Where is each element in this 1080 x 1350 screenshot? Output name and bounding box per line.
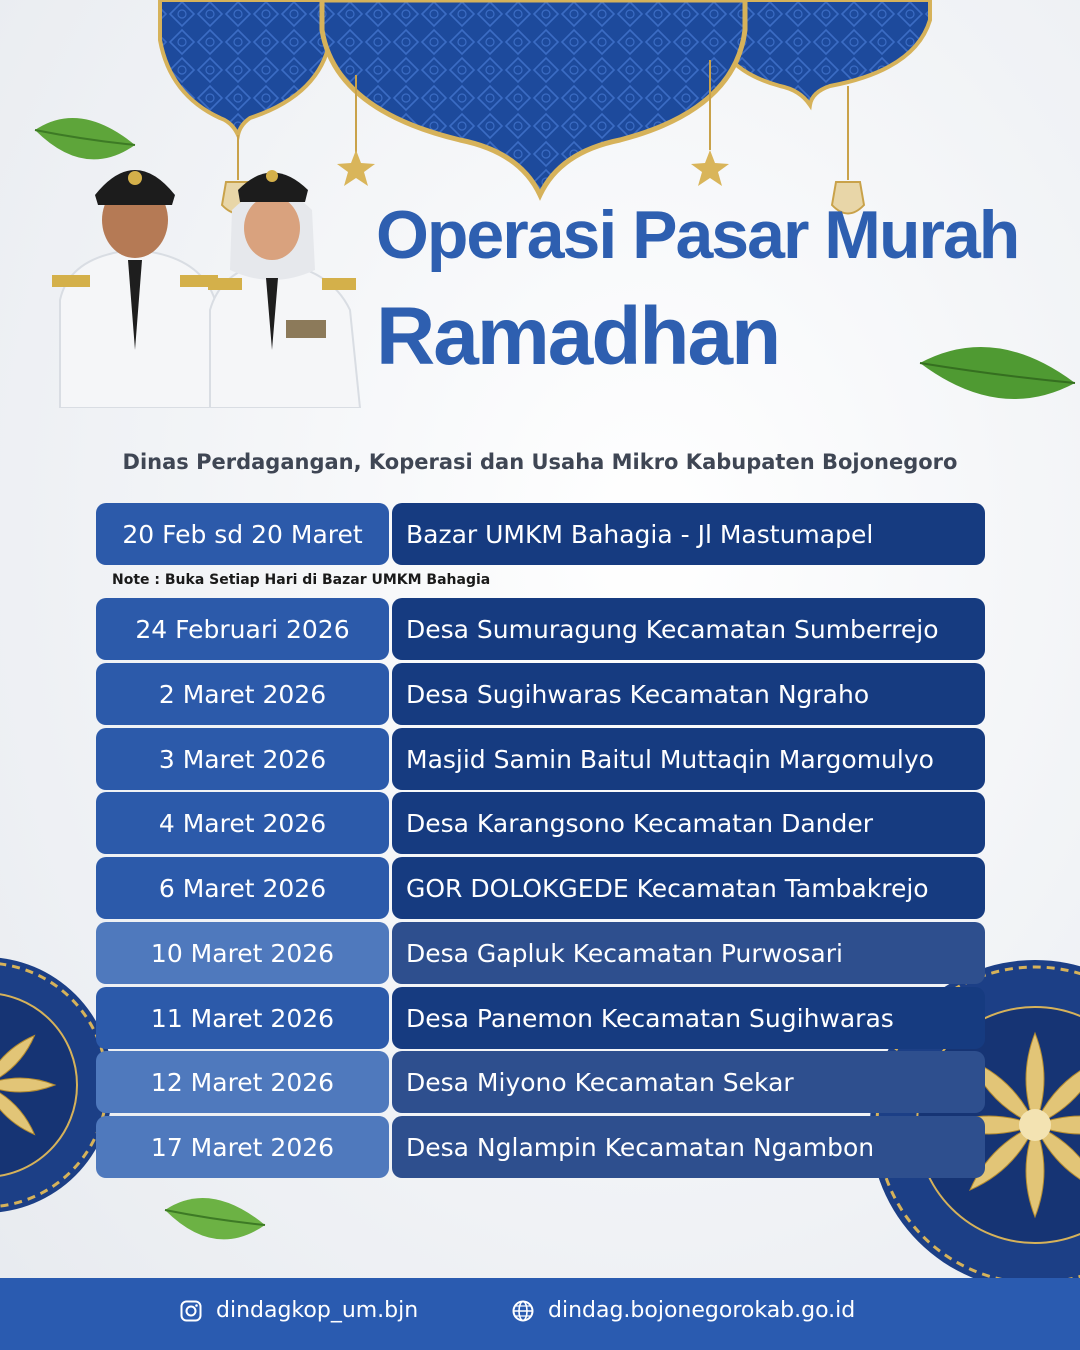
- schedule-date: 6 Maret 2026: [96, 857, 389, 919]
- schedule-location: GOR DOLOKGEDE Kecamatan Tambakrejo: [392, 857, 985, 919]
- footer-bar: [0, 1278, 1080, 1350]
- schedule-date: 17 Maret 2026: [96, 1116, 389, 1178]
- schedule-date: 10 Maret 2026: [96, 922, 389, 984]
- schedule-row: [96, 792, 985, 854]
- schedule-row: [96, 598, 985, 660]
- schedule-row: [96, 1116, 985, 1178]
- instagram-link[interactable]: [180, 1298, 418, 1323]
- schedule-location: Desa Miyono Kecamatan Sekar: [392, 1051, 985, 1113]
- schedule-location: Masjid Samin Baitul Muttaqin Margomulyo: [392, 728, 985, 790]
- schedule-location: Desa Panemon Kecamatan Sugihwaras: [392, 987, 985, 1049]
- schedule-row: [96, 728, 985, 790]
- website-url: dindag.bojonegorokab.go.id: [548, 1298, 856, 1323]
- globe-icon: [512, 1300, 534, 1322]
- schedule-date: 24 Februari 2026: [96, 598, 389, 660]
- website-link[interactable]: [512, 1298, 855, 1323]
- schedule-row: [96, 922, 985, 984]
- schedule-location: Desa Sumuragung Kecamatan Sumberrejo: [392, 598, 985, 660]
- highlight-date: 20 Feb sd 20 Maret: [96, 503, 389, 565]
- highlight-row: [96, 503, 985, 565]
- instagram-handle: dindagkop_um.bjn: [216, 1298, 419, 1323]
- leaf-decoration: [915, 338, 1080, 408]
- schedule-row: [96, 987, 985, 1049]
- schedule-row: [96, 857, 985, 919]
- officials-photo: [40, 150, 365, 408]
- schedule-location: Desa Karangsono Kecamatan Dander: [392, 792, 985, 854]
- official-male: [52, 170, 218, 408]
- schedule-date: 4 Maret 2026: [96, 792, 389, 854]
- leaf-decoration: [160, 1190, 270, 1250]
- schedule-note: Note : Buka Setiap Hari di Bazar UMKM Bahagia: [112, 572, 491, 588]
- schedule-date: 3 Maret 2026: [96, 728, 389, 790]
- schedule-date: 11 Maret 2026: [96, 987, 389, 1049]
- schedule-row: [96, 1051, 985, 1113]
- schedule-date: 2 Maret 2026: [96, 663, 389, 725]
- schedule-date: 12 Maret 2026: [96, 1051, 389, 1113]
- official-female: [208, 170, 360, 408]
- schedule-location: Desa Nglampin Kecamatan Ngambon: [392, 1116, 985, 1178]
- instagram-icon: [180, 1300, 202, 1322]
- highlight-location: Bazar UMKM Bahagia - Jl Mastumapel: [392, 503, 985, 565]
- organizer-subtitle: Dinas Perdagangan, Koperasi dan Usaha Mikro Kabupaten Bojonegoro: [122, 450, 958, 474]
- schedule-row: [96, 663, 985, 725]
- schedule-location: Desa Sugihwaras Kecamatan Ngraho: [392, 663, 985, 725]
- schedule-location: Desa Gapluk Kecamatan Purwosari: [392, 922, 985, 984]
- page-title-line2: Ramadhan: [376, 291, 780, 382]
- page-title-line1: Operasi Pasar Murah: [376, 197, 1019, 273]
